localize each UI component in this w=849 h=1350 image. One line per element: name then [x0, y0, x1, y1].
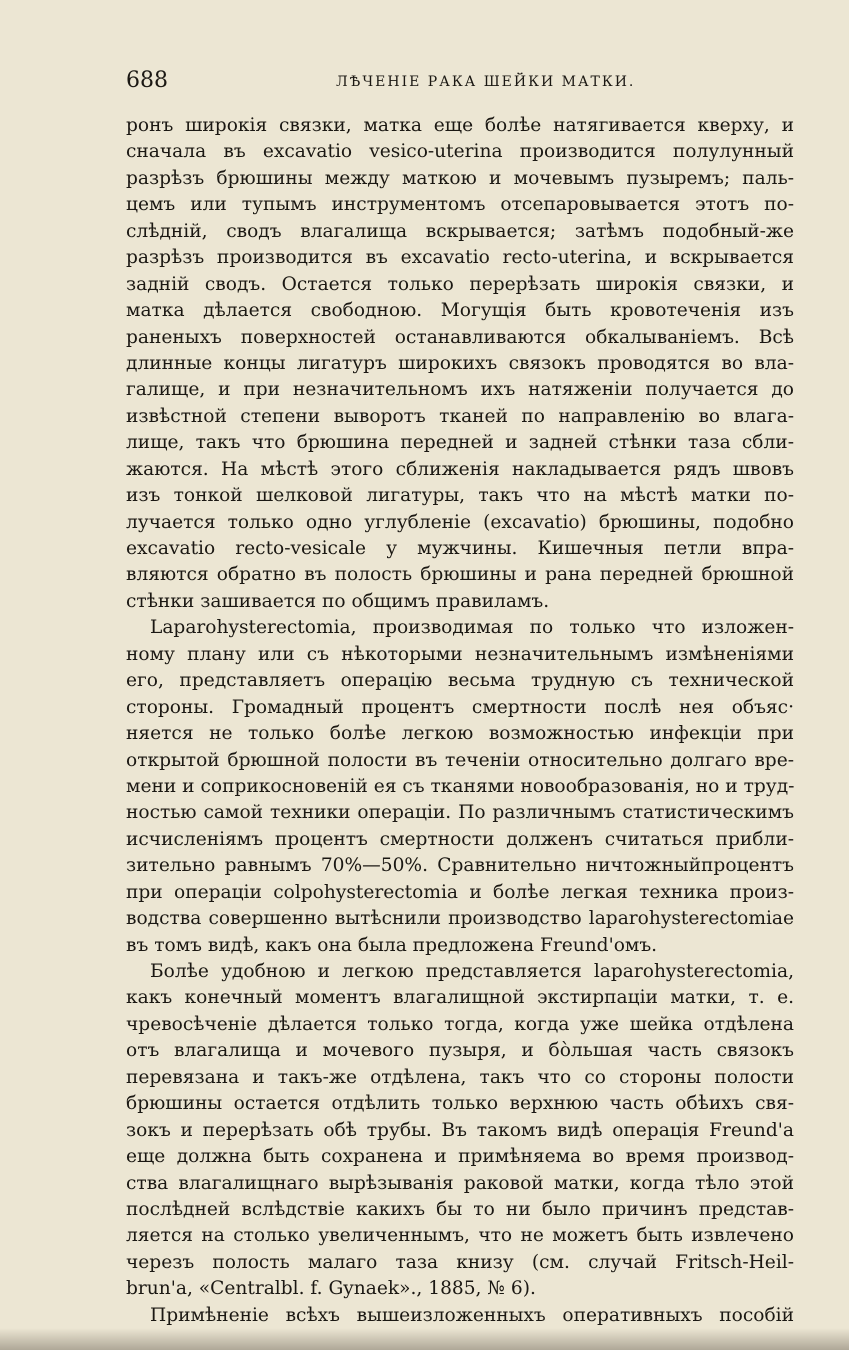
text-line: матка дѣлается свободною. Могущія быть кровотеченія изъ: [126, 300, 794, 322]
text-line: послѣдней вслѣдствіе какихъ бы то ни было причинъ представ-: [126, 1198, 794, 1220]
paragraph-start-line: Laparohysterectomia, производимая по только что изложен-: [150, 617, 794, 639]
text-line: стѣнки зашивается по общимъ правиламъ.: [126, 590, 550, 612]
text-line: въ томъ видѣ, какъ она была предложена Freund'омъ.: [126, 934, 658, 956]
text-line: лучается только одно углубленіе (excavatio) брюшины, подобно: [126, 511, 794, 533]
text-line: вляются обратно въ полость брюшины и рана передней брюшной: [126, 564, 794, 586]
text-line: ляется на столько увеличеннымъ, что не можетъ быть извлечено: [126, 1225, 794, 1247]
page-number: 688: [126, 68, 168, 93]
text-line: при операціи colpohysterectomia и болѣе легкая техника произ-: [126, 881, 794, 903]
text-line: ностью самой техники операціи. По различнымъ статистическимъ: [126, 802, 794, 824]
text-line: ронъ широкія связки, матка еще болѣе натягивается кверху, и: [126, 115, 794, 136]
text-line: раненыхъ поверхностей останавливаются обкалываніемъ. Всѣ: [126, 326, 794, 348]
text-line: разрѣзъ производится въ excavatio recto-uterina, и вскрывается: [126, 247, 794, 269]
text-line: excavatio recto-vesicale у мужчины. Кишечныя петли впра-: [126, 538, 794, 559]
body-text: [126, 113, 794, 1329]
text-line: няется не только болѣе легкою возможностью инфекціи при: [126, 723, 794, 745]
text-line: ства влагалищнаго вырѣзыванія раковой матки, когда тѣло этой: [126, 1172, 794, 1194]
text-line: открытой брюшной полости въ теченіи относительно долгаго вре-: [126, 749, 794, 771]
running-title: ЛѢЧЕНІЕ РАКА ШЕЙКИ МАТКИ.: [336, 74, 636, 90]
text-line: еще должна быть сохранена и примѣняема во время производ-: [126, 1146, 794, 1168]
text-line: отъ влагалища и мочевого пузыря, и бо̀льшая часть связокъ: [126, 1040, 794, 1062]
text-line: брюшины остается отдѣлить только верхнюю часть обѣихъ свя-: [126, 1093, 794, 1115]
text-line: задній сводъ. Остается только перерѣзать широкія связки, и: [126, 273, 794, 295]
text-line: лище, такъ что брюшина передней и задней стѣнки таза сбли-: [126, 432, 794, 454]
text-line: ному плану или съ нѣкоторыми незначительнымъ измѣненіями: [126, 643, 794, 665]
text-line: исчисленіямъ процентъ смертности долженъ считаться прибли-: [126, 828, 794, 850]
text-line: чревосѣченіе дѣлается только тогда, когда уже шейка отдѣлена: [126, 1013, 794, 1035]
text-line: перевязана и такъ-же отдѣлена, такъ что со стороны полости: [126, 1066, 794, 1088]
text-line: мени и соприкосновеній ея съ тканями новообразованія, но и труд-: [126, 775, 794, 797]
text-line: извѣстной степени выворотъ тканей по направленію во влага-: [126, 405, 794, 427]
text-line: какъ конечный моментъ влагалищной экстирпаціи матки, т. е.: [126, 987, 794, 1009]
text-line: brun'а, «Centralbl. f. Gynaek»., 1885, № 6).: [126, 1278, 536, 1300]
text-line: галище, и при незначительномъ ихъ натяженіи получается до: [126, 379, 794, 401]
text-line: разрѣзъ брюшины между маткою и мочевымъ пузыремъ; паль-: [126, 167, 794, 189]
paragraph-start-line: Примѣненіе всѣхъ вышеизложенныхъ оперативныхъ пособій: [150, 1304, 794, 1326]
text-line: жаются. На мѣстѣ этого сближенія накладывается рядъ швовъ: [126, 458, 794, 480]
text-line: сначала въ excavatio vesico-uterina производится полулунный: [126, 141, 794, 163]
text-line: зокъ и перерѣзать обѣ трубы. Въ такомъ видѣ операція Freund'а: [126, 1119, 794, 1141]
paragraph-start-line: Болѣе удобною и легкою представляется laparohysterectomia,: [150, 961, 794, 982]
text-line: черезъ полость малаго таза книзу (см. случай Fritsch-Heil-: [126, 1251, 794, 1273]
text-line: стороны. Громадный процентъ смертности послѣ нея объяс·: [126, 696, 794, 718]
text-line: его, представляетъ операцію весьма трудную съ технической: [126, 670, 794, 692]
text-line: цемъ или тупымъ инструментомъ отсепаровывается этотъ по-: [126, 194, 794, 216]
text-line: слѣдній, сводъ влагалища вскрывается; затѣмъ подобный-же: [126, 220, 794, 242]
page-bottom-edge: [0, 1328, 849, 1350]
text-line: зительно равнымъ 70%—50%. Сравнительно ничтожныйпроцентъ: [126, 855, 794, 877]
text-line: водства совершенно вытѣснили производство laparohysterectomiae: [126, 908, 794, 930]
text-line: длинные концы лигатуръ широкихъ связокъ проводятся во вла-: [126, 352, 794, 374]
text-line: изъ тонкой шелковой лигатуры, такъ что на мѣстѣ матки по-: [126, 485, 794, 507]
page-header: [126, 68, 794, 98]
